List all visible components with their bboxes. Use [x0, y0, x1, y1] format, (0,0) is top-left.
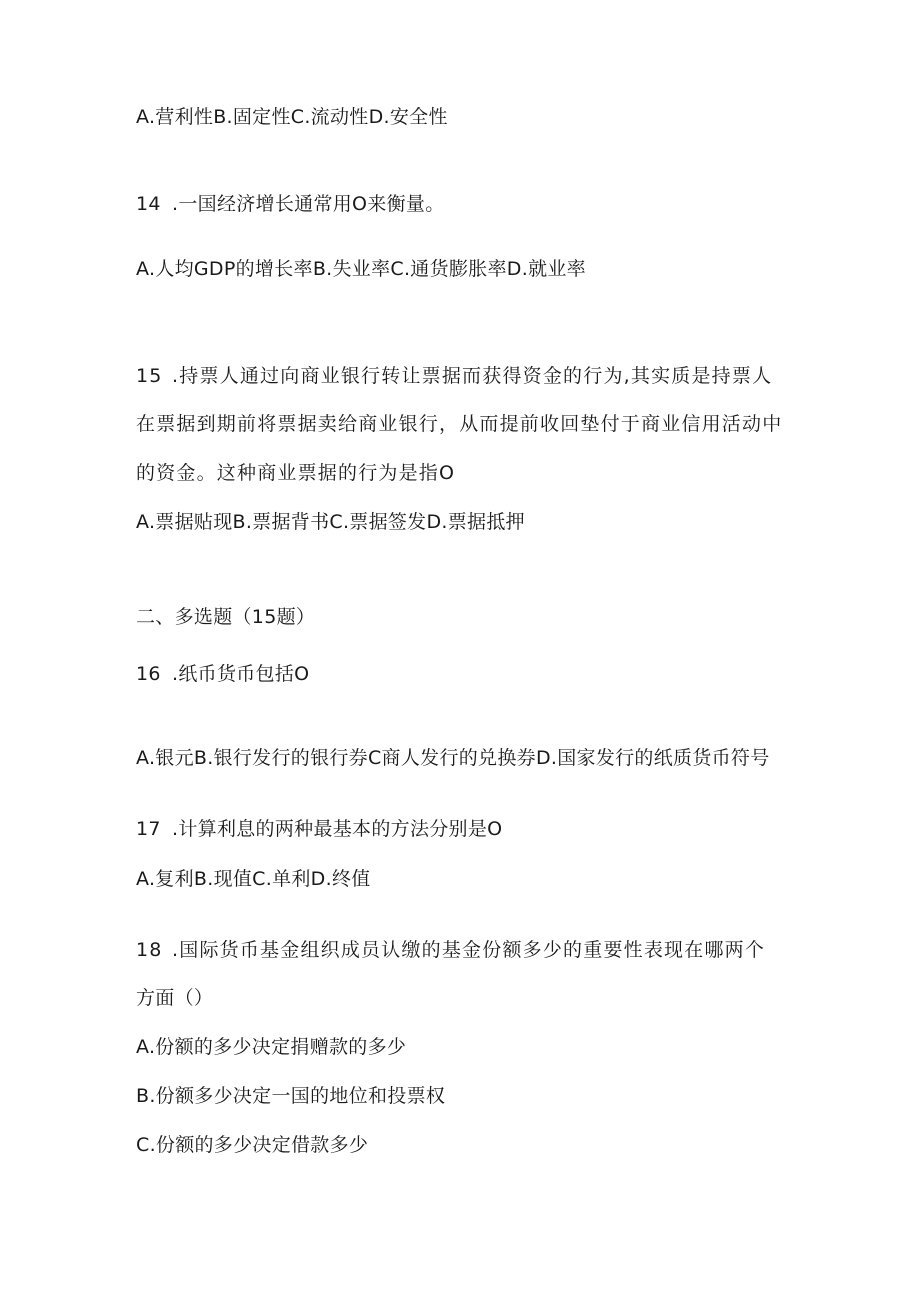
q18-stem-line1: 18 .国际货币基金组织成员认缴的基金份额多少的重要性表现在哪两个: [136, 939, 766, 961]
q18-option-a: A.份额的多少决定捐赠款的多少: [136, 1036, 407, 1058]
q16-stem: 16 .纸币货币包括O: [136, 663, 310, 685]
section-heading: 二、多选题（15题）: [136, 606, 316, 628]
q13-options: A.营利性B.固定性C.流动性D.安全性: [136, 106, 448, 128]
q18-option-b: B.份额多少决定一国的地位和投票权: [136, 1085, 446, 1107]
q18-option-c: C.份额的多少决定借款多少: [136, 1134, 369, 1156]
q17-stem: 17 .计算利息的两种最基本的方法分别是O: [136, 818, 503, 840]
q15-stem-line3: 的资金。这种商业票据的行为是指O: [136, 462, 456, 484]
q17-options: A.复利B.现值C.单利D.终值: [136, 868, 371, 890]
question-number: 14: [136, 193, 161, 215]
question-number: 17: [136, 818, 161, 840]
q16-options: A.银元B.银行发行的银行券C商人发行的兑换券D.国家发行的纸质货币符号: [136, 747, 770, 769]
question-number: 18: [136, 939, 163, 961]
q14-stem: 14 .一国经济增长通常用O来衡量。: [136, 193, 445, 215]
q15-stem-line1: 15 .持票人通过向商业银行转让票据而获得资金的行为,其实质是持票人: [136, 365, 773, 387]
q15-options: A.票据贴现B.票据背书C.票据签发D.票据抵押: [136, 511, 525, 533]
q18-stem-line2: 方面（）: [136, 987, 214, 1009]
question-number: 16: [136, 663, 161, 685]
q15-stem-line2: 在票据到期前将票据卖给商业银行，从而提前收回垫付于商业信用活动中: [136, 413, 783, 435]
question-number: 15: [136, 365, 163, 387]
q14-options: A.人均GDP的增长率B.失业率C.通货膨胀率D.就业率: [136, 258, 586, 280]
